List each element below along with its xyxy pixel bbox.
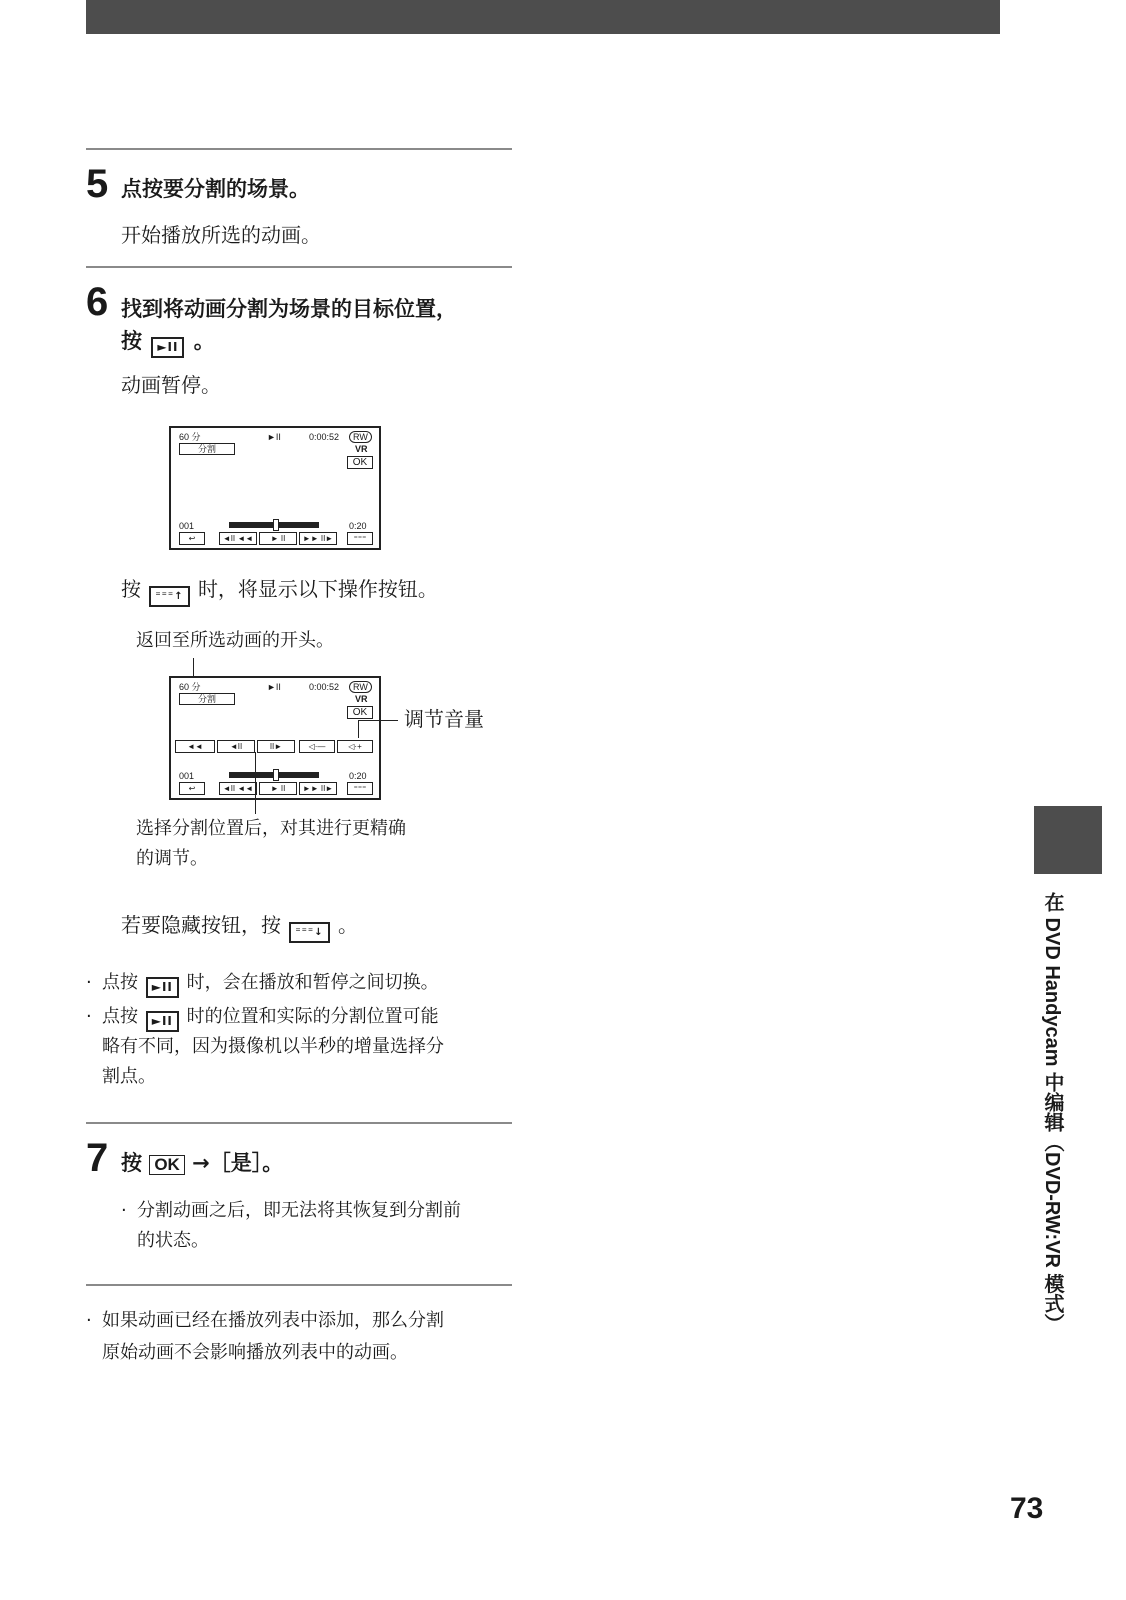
callout-line	[358, 720, 359, 738]
step-title-pre: 按	[121, 1151, 142, 1175]
lcd-screen-expanded	[169, 676, 381, 800]
scene-number: 001	[179, 521, 195, 531]
step-note: · 分割动画之后，即无法将其恢复到分割前	[121, 1200, 461, 1221]
status-play-pause: ►II	[267, 432, 281, 442]
timecode: 0:00:52	[309, 432, 340, 442]
header-bar	[86, 0, 1000, 34]
battery-indicator: 60 分	[179, 682, 201, 692]
disc-badge: RW	[349, 431, 372, 443]
ok-icon: OK	[149, 1155, 185, 1175]
progress-knob[interactable]	[273, 769, 279, 781]
back-button[interactable]: ↩	[179, 532, 205, 545]
step-title-post: 。	[193, 329, 215, 353]
show-buttons-icon: ⁼⁼⁼↑	[149, 586, 189, 607]
callout-top: 返回至所选动画的开头。	[136, 630, 334, 651]
step-title-line2	[121, 328, 215, 358]
hide-buttons-instruction	[121, 912, 358, 943]
section-title-vertical: 在 DVD Handycam 中编辑（DVD-RW:VR 模式）	[1041, 892, 1063, 1334]
show-buttons-instruction	[121, 576, 438, 607]
callout-bottom: 选择分割位置后，对其进行更精确	[136, 818, 406, 839]
frame-back-button[interactable]: ◄II	[217, 740, 255, 753]
instruction-pre: 若要隐藏按钮，按	[121, 913, 281, 937]
battery-indicator: 60 分	[179, 432, 201, 442]
disc-badge: RW	[349, 681, 372, 693]
next-scene-button[interactable]: ►► II►	[299, 532, 337, 545]
callout-right: 调节音量	[404, 707, 484, 731]
mode-label: VR	[355, 444, 368, 454]
frame-forward-button[interactable]: II►	[257, 740, 295, 753]
step-number: 7	[86, 1136, 109, 1180]
play-pause-button[interactable]: ► II	[259, 532, 297, 545]
step-note-text: 分割动画之后，即无法将其恢复到分割前	[137, 1200, 461, 1221]
hide-buttons-icon: ⁼⁼⁼↓	[289, 922, 329, 943]
note-pre: 点按	[102, 1006, 138, 1027]
step-description: 开始播放所选的动画。	[121, 223, 321, 247]
divider	[86, 148, 512, 150]
divider	[86, 266, 512, 268]
note-item: · 点按 ►II 时的位置和实际的分割位置可能	[86, 1002, 439, 1032]
status-play-pause: ►II	[267, 682, 281, 692]
timecode: 0:00:52	[309, 682, 340, 692]
note-text: 如果动画已经在播放列表中添加，那么分割	[102, 1310, 444, 1331]
play-pause-icon: ►II	[151, 337, 184, 358]
back-button[interactable]: ↩	[179, 782, 205, 795]
callout-bottom-line2: 的调节。	[136, 848, 208, 869]
instruction-post: 时，将显示以下操作按钮。	[197, 577, 438, 601]
note-item: · 如果动画已经在播放列表中添加，那么分割	[86, 1310, 444, 1331]
play-pause-icon: ►II	[146, 977, 179, 998]
note-line: 略有不同，因为摄像机以半秒的增量选择分	[102, 1036, 444, 1057]
step-title: 点按要分割的场景。	[121, 177, 310, 201]
step-title-post: →［是］。	[192, 1151, 284, 1175]
play-pause-button[interactable]: ► II	[259, 782, 297, 795]
lcd-screen-paused	[169, 426, 381, 550]
split-label: 分割	[179, 693, 235, 705]
next-scene-button[interactable]: ►► II►	[299, 782, 337, 795]
prev-scene-button[interactable]: ◄II ◄◄	[219, 782, 257, 795]
divider	[86, 1284, 512, 1286]
volume-down-button[interactable]: ◁·—	[299, 740, 335, 753]
hide-buttons-button[interactable]: ⁼⁼⁼	[347, 782, 373, 795]
step-description: 动画暂停。	[121, 373, 221, 397]
section-tab	[1034, 806, 1102, 874]
play-pause-icon: ►II	[146, 1011, 179, 1032]
step-title: 找到将动画分割为场景的目标位置，	[121, 297, 457, 321]
step-title	[121, 1150, 283, 1176]
step-number: 5	[86, 162, 109, 206]
note-post: 时的位置和实际的分割位置可能	[186, 1006, 439, 1027]
note-line: 原始动画不会影响播放列表中的动画。	[102, 1342, 408, 1363]
show-buttons-button[interactable]: ⁼⁼⁼	[347, 532, 373, 545]
progress-knob[interactable]	[273, 519, 279, 531]
prev-scene-button[interactable]: ◄II ◄◄	[219, 532, 257, 545]
step-note-line2: 的状态。	[137, 1230, 209, 1251]
duration: 0:20	[349, 521, 367, 531]
mode-label: VR	[355, 694, 368, 704]
callout-line	[358, 720, 398, 721]
callout-line	[255, 752, 256, 814]
step-title-pre: 按	[121, 329, 142, 353]
split-label: 分割	[179, 443, 235, 455]
note-line: 割点。	[102, 1066, 156, 1087]
page-number: 73	[1010, 1492, 1044, 1525]
instruction-post: 。	[337, 913, 358, 937]
duration: 0:20	[349, 771, 367, 781]
ok-button[interactable]: OK	[347, 456, 373, 469]
volume-up-button[interactable]: ◁·+	[337, 740, 373, 753]
divider	[86, 1122, 512, 1124]
step-number: 6	[86, 280, 109, 324]
ok-button[interactable]: OK	[347, 706, 373, 719]
scene-number: 001	[179, 771, 195, 781]
instruction-pre: 按	[121, 577, 141, 601]
note-pre: 点按	[102, 972, 138, 993]
note-item: · 点按 ►II 时，会在播放和暂停之间切换。	[86, 968, 439, 998]
go-to-start-button[interactable]: ◄◄	[175, 740, 215, 753]
note-post: 时，会在播放和暂停之间切换。	[186, 972, 439, 993]
